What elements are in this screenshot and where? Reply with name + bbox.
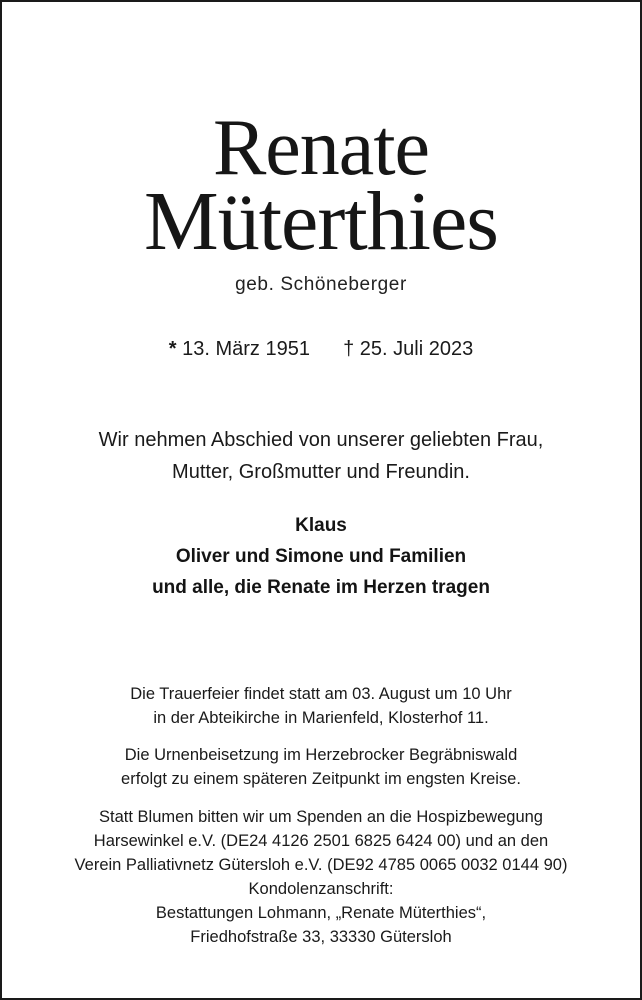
urn-line: erfolgt zu einem späteren Zeitpunkt im engsten Kreise. <box>121 770 521 788</box>
life-dates <box>2 338 640 361</box>
deceased-first-name: Renate <box>212 104 430 192</box>
death-date: 25. Juli 2023 <box>359 338 474 360</box>
urn-burial-info <box>2 743 640 791</box>
deceased-last-name: Müterthies <box>144 175 498 268</box>
mourner-line: Klaus <box>295 515 347 536</box>
urn-line: Die Urnenbeisetzung im Herzebrocker Begräbniswald <box>124 746 518 764</box>
funeral-line: in der Abteikirche in Marienfeld, Klosterhof 11. <box>153 709 489 727</box>
maiden-name: geb. Schöneberger <box>235 274 407 295</box>
condolence-label: Kondolenzanschrift: <box>248 880 394 898</box>
donation-line: Statt Blumen bitten wir um Spenden an die Hospizbewegung <box>99 808 543 826</box>
donation-line: Verein Palliativnetz Gütersloh e.V. (DE92 4785 0065 0032 0144 90) <box>74 856 568 874</box>
condolence-address-line: Bestattungen Lohmann, „Renate Müterthies“, <box>155 904 487 922</box>
farewell-line: Mutter, Großmutter und Freundin. <box>172 461 470 483</box>
condolence-address-line: Friedhofstraße 33, 33330 Gütersloh <box>190 928 452 946</box>
mourners-list <box>2 510 640 603</box>
funeral-info <box>2 682 640 730</box>
birth-star-icon: * <box>168 338 177 360</box>
birth-date: 13. März 1951 <box>182 338 310 360</box>
farewell-line: Wir nehmen Abschied von unserer geliebten Frau, <box>98 429 544 451</box>
death-cross-icon: † <box>343 338 355 360</box>
donation-line: Harsewinkel e.V. (DE24 4126 2501 6825 6424 00) und an den <box>93 832 549 850</box>
mourner-line: und alle, die Renate im Herzen tragen <box>152 577 490 598</box>
mourner-line: Oliver und Simone und Familien <box>175 546 467 567</box>
farewell-text <box>2 424 640 488</box>
funeral-line: Die Trauerfeier findet statt am 03. August um 10 Uhr <box>130 685 512 703</box>
donation-info <box>2 805 640 949</box>
